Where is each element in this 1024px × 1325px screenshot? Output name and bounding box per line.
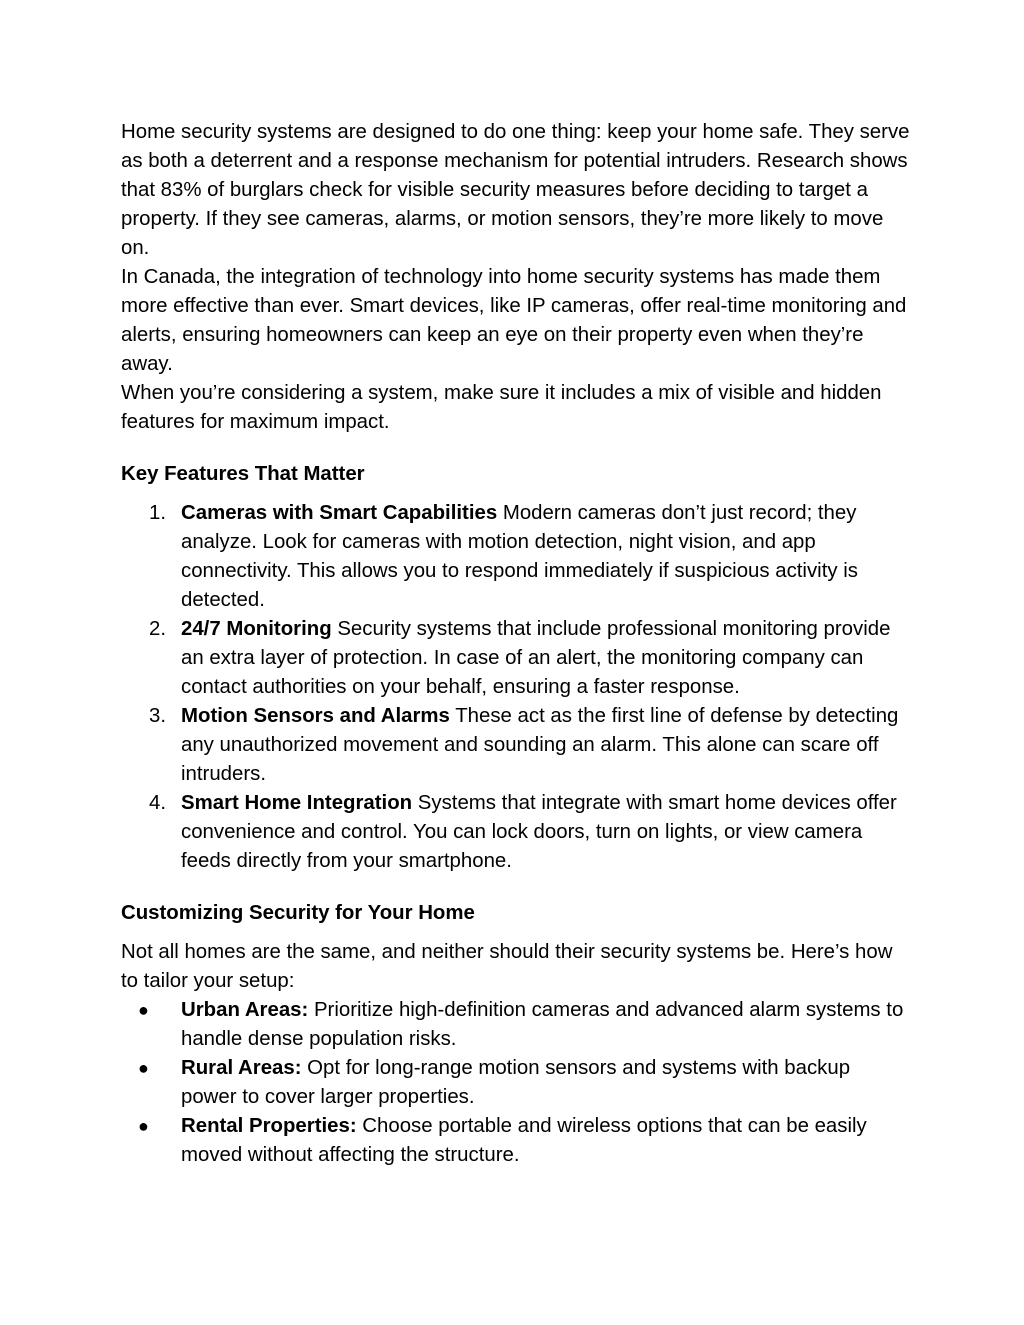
- list-number: 2.: [149, 618, 167, 640]
- feature-text: These act as the first line of defense by detecting any unauthorized movement and sounding an alarm. This alone can scare off intruders.: [181, 705, 899, 785]
- document-body: [121, 118, 911, 1170]
- bullet-icon: ●: [138, 1000, 149, 1020]
- feature-title: Motion Sensors and Alarms: [181, 705, 450, 727]
- list-number: 1.: [149, 502, 167, 524]
- customizing-list: [121, 996, 911, 1170]
- feature-text: Modern cameras don’t just record; they analyze. Look for cameras with motion detection, night vision, and app connectivity. This allows you to respond immediately if suspicious activity is detected.: [181, 502, 858, 611]
- item-text: Prioritize high-definition cameras and advanced alarm systems to handle dense population risks.: [181, 999, 904, 1050]
- feature-text: Security systems that include professional monitoring provide an extra layer of protection. In case of an alert, the monitoring company can contact authorities on your behalf, ensuring a faster response.: [181, 618, 891, 698]
- intro-paragraph: Home security systems are designed to do one thing: keep your home safe. They serve as both a deterrent and a response mechanism for potential intruders. Research shows that 83% of burglars check for visible security measures before deciding to target a property. If they see cameras, alarms, or motion sensors, they’re more likely to move on.: [121, 121, 910, 259]
- item-text: Opt for long-range motion sensors and systems with backup power to cover larger properties.: [181, 1057, 851, 1108]
- item-title: Rural Areas:: [181, 1057, 302, 1079]
- list-item: [121, 996, 911, 1054]
- list-item: [121, 702, 911, 789]
- item-title: Rental Properties:: [181, 1115, 357, 1137]
- list-item: [121, 1112, 911, 1170]
- customizing-heading: Customizing Security for Your Home: [121, 902, 475, 924]
- intro-paragraph: In Canada, the integration of technology into home security systems has made them more effective than ever. Smart devices, like IP cameras, offer real-time monitoring and alerts, ensuring homeowners can keep an eye on their property even when they’re away.: [121, 266, 907, 375]
- list-item: [121, 499, 911, 615]
- features-list: [121, 499, 911, 876]
- list-number: 3.: [149, 705, 167, 727]
- bullet-icon: ●: [138, 1116, 149, 1136]
- bullet-icon: ●: [138, 1058, 149, 1078]
- item-title: Urban Areas:: [181, 999, 309, 1021]
- intro-paragraph: When you’re considering a system, make sure it includes a mix of visible and hidden features for maximum impact.: [121, 382, 882, 433]
- list-item: [121, 615, 911, 702]
- intro-section: [121, 118, 911, 437]
- feature-title: Smart Home Integration: [181, 792, 413, 814]
- feature-title: 24/7 Monitoring: [181, 618, 332, 640]
- features-heading: Key Features That Matter: [121, 463, 365, 485]
- item-text: Choose portable and wireless options that can be easily moved without affecting the structure.: [181, 1115, 867, 1166]
- list-item: [121, 1054, 911, 1112]
- feature-title: Cameras with Smart Capabilities: [181, 502, 498, 524]
- feature-text: Systems that integrate with smart home devices offer convenience and control. You can lock doors, turn on lights, or view camera feeds directly from your smartphone.: [181, 792, 897, 872]
- customizing-intro: Not all homes are the same, and neither should their security systems be. Here’s how to tailor your setup:: [121, 941, 893, 992]
- list-number: 4.: [149, 792, 167, 814]
- list-item: [121, 789, 911, 876]
